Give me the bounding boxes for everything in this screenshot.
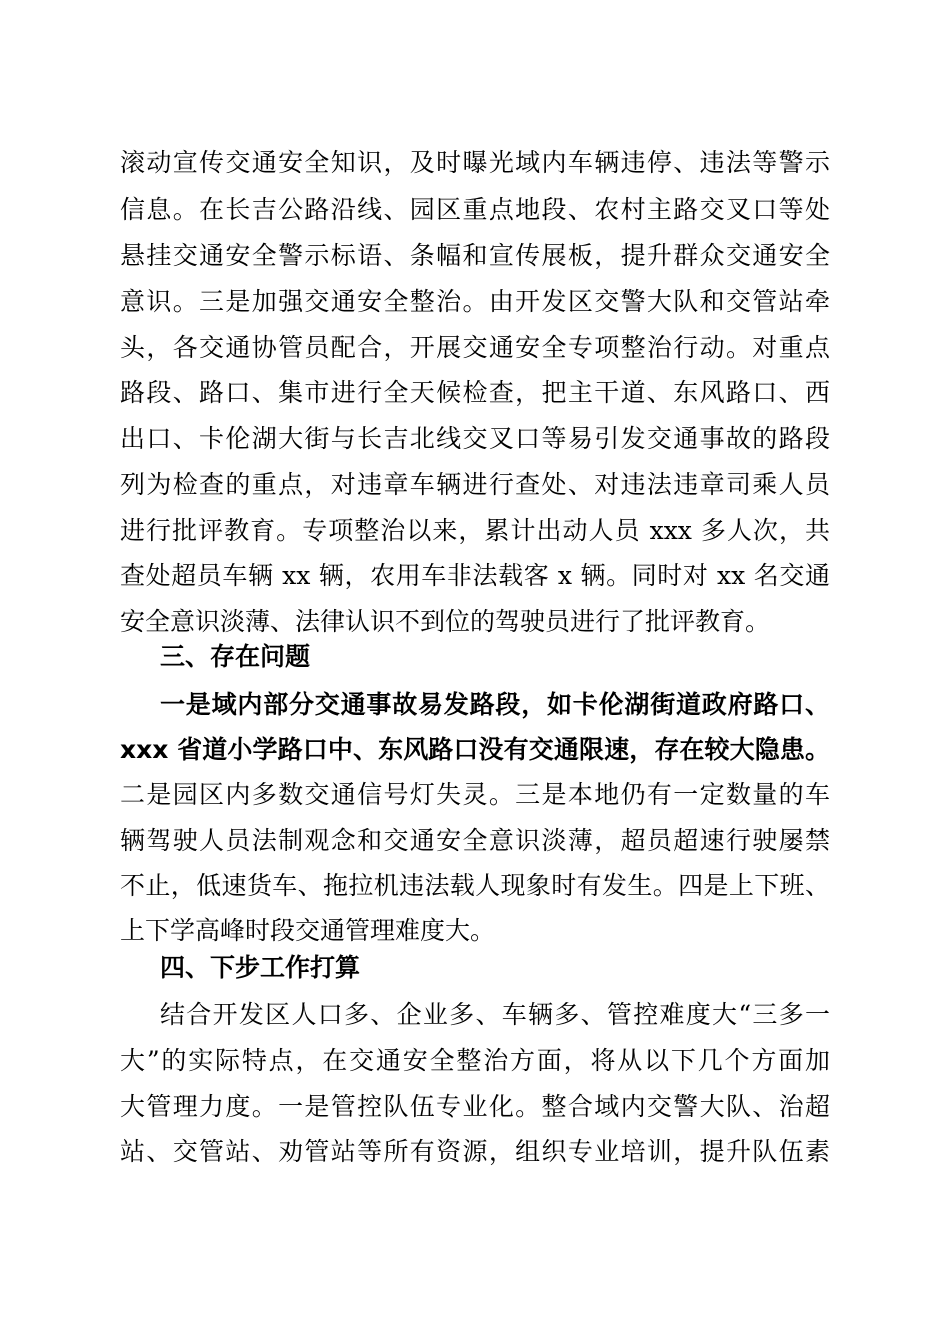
- body-text-line: xxx 省道小学路口中、东风路口没有交通限速，存在较大隐患。: [120, 735, 830, 764]
- section-heading-next-steps: 四、下步工作打算: [160, 953, 361, 982]
- section-heading-problems: 三、存在问题: [160, 642, 311, 671]
- body-text-line: 出口、卡伦湖大街与长吉北线交叉口等易引发交通事故的路段: [120, 424, 830, 453]
- body-text-line: 滚动宣传交通安全知识，及时曝光域内车辆违停、违法等警示: [120, 148, 830, 177]
- body-text-line: 不止，低速货车、拖拉机违法载人现象时有发生。四是上下班、: [120, 871, 830, 900]
- body-text-line: 一是域内部分交通事故易发路段，如卡伦湖街道政府路口、: [160, 690, 830, 719]
- body-text-line: 二是园区内多数交通信号灯失灵。三是本地仍有一定数量的车: [120, 780, 830, 809]
- body-text-line: 悬挂交通安全警示标语、条幅和宣传展板，提升群众交通安全: [120, 241, 830, 270]
- body-text-line: 大管理力度。一是管控队伍专业化。整合域内交警大队、治超: [120, 1092, 830, 1121]
- body-text-line: 头，各交通协管员配合，开展交通安全专项整治行动。对重点: [120, 333, 830, 362]
- body-text-line: 意识。三是加强交通安全整治。由开发区交警大队和交管站牵: [120, 287, 830, 316]
- body-text-line: 路段、路口、集市进行全天候检查，把主干道、东风路口、西: [120, 378, 830, 407]
- body-text-line: 列为检查的重点，对违章车辆进行查处、对违法违章司乘人员: [120, 470, 830, 499]
- body-text-line: 安全意识淡薄、法律认识不到位的驾驶员进行了批评教育。: [120, 607, 771, 636]
- body-text-line: 查处超员车辆 xx 辆，农用车非法载客 x 辆。同时对 xx 名交通: [120, 561, 830, 590]
- body-text-line: 结合开发区人口多、企业多、车辆多、管控难度大“三多一: [160, 1000, 830, 1029]
- body-text-line: 站、交管站、劝管站等所有资源，组织专业培训，提升队伍素: [120, 1137, 830, 1166]
- body-text-line: 大”的实际特点，在交通安全整治方面，将从以下几个方面加: [120, 1046, 830, 1075]
- body-text-line: 信息。在长吉公路沿线、园区重点地段、农村主路交叉口等处: [120, 195, 830, 224]
- body-text-line: 上下学高峰时段交通管理难度大。: [120, 916, 496, 945]
- body-text-line: 辆驾驶人员法制观念和交通安全意识淡薄，超员超速行驶屡禁: [120, 826, 830, 855]
- body-text-line: 进行批评教育。专项整治以来，累计出动人员 xxx 多人次，共: [120, 516, 830, 545]
